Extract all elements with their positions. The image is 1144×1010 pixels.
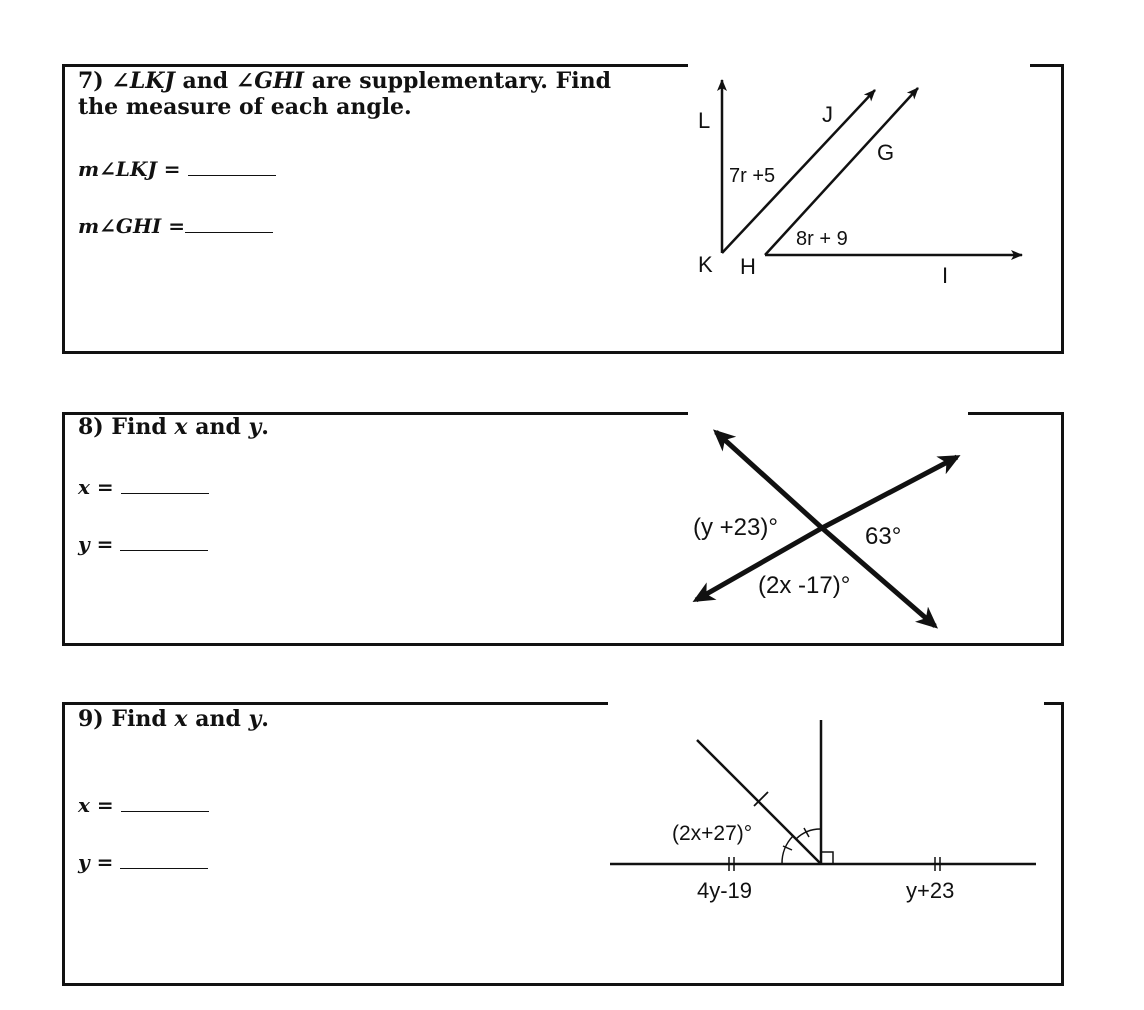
angle-arc-right	[796, 829, 821, 839]
figure-7	[698, 80, 1022, 288]
answer-eq: =	[89, 793, 121, 817]
angle-label-bottom: (2x -17)°	[758, 572, 851, 599]
angle-label: (2x+27)°	[672, 822, 753, 845]
point-label-g: G	[877, 140, 895, 165]
statement-and: and	[187, 706, 249, 732]
bold-line-2	[822, 457, 957, 528]
point-label-k: K	[698, 252, 713, 277]
point-label-h: H	[740, 254, 756, 279]
statement-find: Find	[111, 706, 175, 732]
figure-9	[610, 720, 1036, 903]
angle-ghi-ref: ∠GHI	[235, 68, 305, 94]
statement-and: and	[187, 414, 249, 440]
right-angle-mark	[821, 852, 833, 864]
angle-expr-ghi: 8r + 9	[796, 228, 848, 250]
problem-number: 8)	[78, 414, 104, 440]
angle-lkj-ref: ∠LKJ	[111, 68, 175, 94]
point-label-i: I	[942, 263, 949, 288]
var-y: y	[248, 706, 262, 732]
answer-label: y	[78, 532, 90, 556]
figure-8	[693, 432, 957, 626]
statement-and: and	[174, 68, 236, 94]
answer-label: m∠GHI	[78, 214, 162, 238]
answer-label: x	[78, 793, 90, 817]
answer-label: y	[78, 850, 90, 874]
statement-period: .	[261, 706, 269, 732]
answer-eq: =	[156, 157, 188, 181]
segment-label-right: y+23	[906, 878, 955, 903]
segment-label-left: 4y-19	[697, 878, 753, 903]
statement-rest: are supplementary. Find	[304, 68, 611, 94]
angle-expr-lkj: 7r +5	[729, 165, 776, 187]
answer-eq: =	[89, 475, 121, 499]
problem-7-statement-line2: the measure of each angle.	[78, 94, 412, 120]
angle-label-right: 63°	[865, 523, 902, 550]
point-label-l: L	[698, 108, 711, 133]
problem-number: 7)	[78, 68, 104, 94]
statement-find: Find	[111, 414, 175, 440]
var-x: x	[174, 706, 188, 732]
var-x: x	[174, 414, 188, 440]
answer-label: x	[78, 475, 90, 499]
statement-period: .	[261, 414, 269, 440]
answer-eq: =	[89, 532, 121, 556]
angle-label-left: (y +23)°	[693, 514, 778, 541]
problem-number: 9)	[78, 706, 104, 732]
point-label-j: J	[822, 102, 833, 127]
answer-label: m∠LKJ	[78, 157, 157, 181]
answer-eq: =	[161, 214, 185, 238]
var-y: y	[248, 414, 262, 440]
answer-eq: =	[89, 850, 121, 874]
